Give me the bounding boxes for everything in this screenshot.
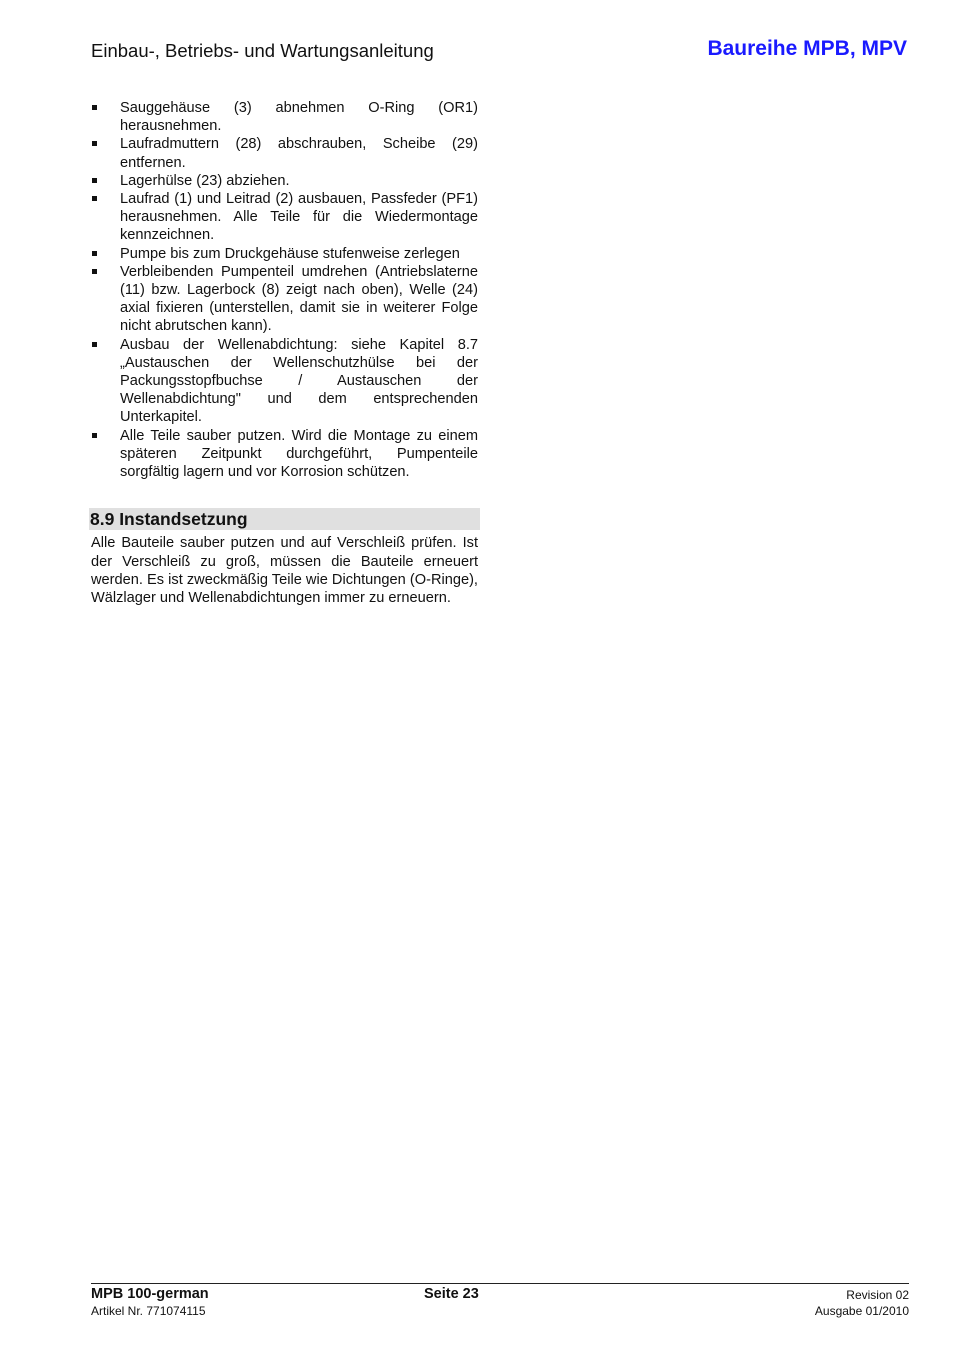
footer-revision: Revision 02 [846,1288,909,1302]
footer-article-number: Artikel Nr. 771074115 [91,1304,206,1318]
footer-divider [91,1283,909,1284]
list-item-text: Sauggehäuse (3) abnehmen O-Ring (OR1) herausnehmen. [120,100,478,135]
list-item-text: Pumpe bis zum Druckgehäuse stufenweise zerlegen [120,245,460,262]
square-bullet-icon [92,196,97,201]
header-series-title: Baureihe MPB, MPV [707,37,907,60]
list-item [91,99,478,135]
section-body-text: Alle Bauteile sauber putzen und auf Verschleiß prüfen. Ist der Verschleiß zu groß, müssen die Bauteile erneuert werden. Es ist zweckmäßig Teile wie Dichtungen (O-Ringe), Wälzlager und Wellenabdichtungen immer zu erneuern. [91,535,478,607]
list-item [91,245,478,263]
list-item-text: Alle Teile sauber putzen. Wird die Montage zu einem späteren Zeitpunkt durchgeführt, Pumpenteile sorgfältig lagern und vor Korrosion schützen. [120,427,478,481]
list-item [91,427,478,482]
square-bullet-icon [92,342,97,347]
content-column [91,99,478,607]
disassembly-steps-list [91,99,478,481]
list-item-text: Verbleibenden Pumpenteil umdrehen (Antriebslaterne (11) bzw. Lagerbock (8) zeigt nach oben), Welle (24) axial fixieren (unterstellen, damit sie in weiterer Folge nicht abrutschen kann). [120,263,478,335]
list-item [91,336,478,427]
square-bullet-icon [92,178,97,183]
list-item-text: Lagerhülse (23) abziehen. [120,172,290,189]
footer-document-name: MPB 100-german [91,1286,209,1302]
list-item [91,190,478,245]
square-bullet-icon [92,251,97,256]
square-bullet-icon [92,433,97,438]
list-item [91,172,478,190]
list-item [91,135,478,171]
square-bullet-icon [92,269,97,274]
footer-edition: Ausgabe 01/2010 [814,1304,909,1318]
header-document-title: Einbau-, Betriebs- und Wartungsanleitung [91,40,434,61]
footer-page-number: Seite 23 [424,1286,479,1302]
list-item-text: Laufradmuttern (28) abschrauben, Scheibe (29) entfernen. [120,136,478,171]
square-bullet-icon [92,105,97,110]
list-item-text: Ausbau der Wellenabdichtung: siehe Kapitel 8.7 „Austauschen der Wellenschutzhülse bei der Packungsstopfbuchse / Austauschen der Wellenabdichtung" und dem entsprechenden Unterkapitel. [120,336,478,426]
list-item [91,263,478,336]
list-item-text: Laufrad (1) und Leitrad (2) ausbauen, Passfeder (PF1) herausnehmen. Alle Teile für die Wiedermontage kennzeichnen. [120,191,478,244]
square-bullet-icon [92,141,97,146]
section-heading: 8.9 Instandsetzung [89,508,480,530]
